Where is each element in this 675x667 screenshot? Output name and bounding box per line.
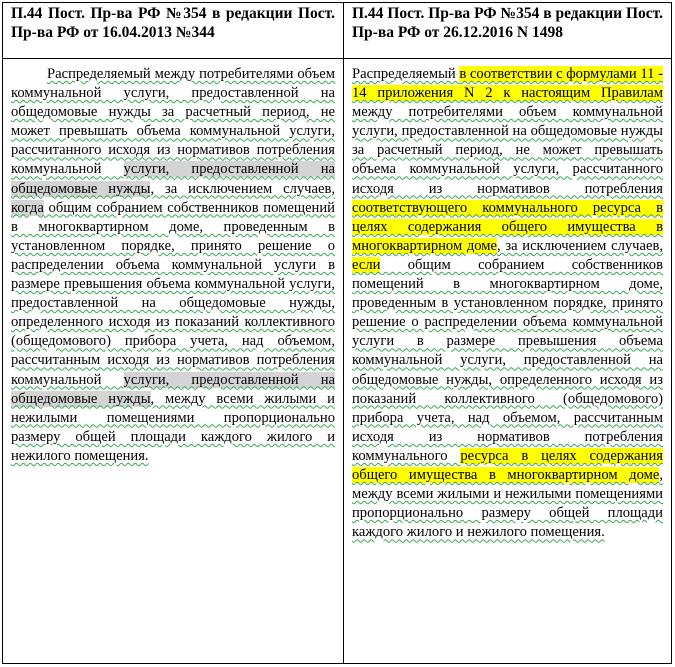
highlighted-text-segment: если	[352, 256, 381, 273]
comparison-table	[2, 2, 672, 664]
left-column-header: П.44 Пост. Пр-ва РФ №354 в редакции Пост. Пр-ва РФ от 16.04.2013 №344	[11, 5, 335, 41]
right-header-cell	[344, 3, 671, 59]
highlighted-text-segment: соответствующего коммунального ресурса в целях содержания общего имущества в многоквартирном доме	[352, 199, 663, 254]
text-segment: между потребителями объем коммунальной услуги, предоставленной на общедомовые нужды за расчетный период, не может превышать объема коммунальной услуги, рассчитанного исходя из нормативов потребления	[352, 104, 663, 197]
highlighted-text-segment: когда	[11, 199, 44, 216]
left-header-cell	[3, 3, 344, 59]
right-clause-text	[344, 59, 671, 542]
text-segment: Распределяемый	[352, 66, 460, 82]
highlighted-text-segment: ресурса в целях содержания общего имущества в многоквартирном доме	[352, 447, 663, 483]
text-segment: , за исключением случаев,	[150, 180, 335, 197]
left-body-cell	[3, 59, 344, 663]
highlighted-text-segment: услуги, предоставленной на общедомовые нужды	[11, 161, 335, 197]
text-segment: общим собранием собственников помещений в многоквартирном доме, проведенным в установленном порядке, принято решение о распределении объема коммунальной услуги в размере превышения объема коммунальной услуги, предоставленной на общедомовые нужды, определенного исходя из показаний коллективного (общедомового) прибора учета, над объемом, рассчитанным исходя из нормативов потребления коммунальной	[11, 199, 335, 388]
left-clause-text	[3, 59, 343, 466]
text-segment: общим собранием собственников помещений в многоквартирном доме, проведенным в установленном порядке, принято решение о распределении объема коммунальной услуги в размере превышения объема коммунальной услуги, предоставленной на общедомовые нужды, определенного исходя из показаний коллективного (общедомового) прибора учета, над объемом, рассчитанным исходя из нормативов потребления коммунального	[352, 256, 663, 464]
right-column-header: П.44 Пост. Пр-ва РФ №354 в редакции Пост. Пр-ва РФ от 26.12.2016 N 1498	[352, 5, 663, 41]
right-body-cell	[344, 59, 671, 663]
highlighted-text-segment: услуги, предоставленной на общедомовые нужды	[11, 371, 335, 407]
highlighted-text-segment: в соответствии с формулами 11 - 14 приложения N 2 к настоящим Правилам	[352, 66, 663, 102]
text-segment: , за исключением случаев,	[497, 237, 663, 254]
text-segment: , между всеми жилыми и нежилыми помещениями пропорционально размеру общей площади каждого жилого и нежилого помещения.	[11, 390, 335, 464]
text-segment: Распределяемый между потребителями объем коммунальной услуги, предоставленной на общедомовые нужды за расчетный период, не может превышать объема коммунальной услуги, рассчитанного исходя из нормативов потребления коммунальной	[11, 66, 335, 178]
text-segment: , между всеми жилыми и нежилыми помещениями пропорционально размеру общей площади каждого жилого и нежилого помещения.	[352, 466, 663, 541]
